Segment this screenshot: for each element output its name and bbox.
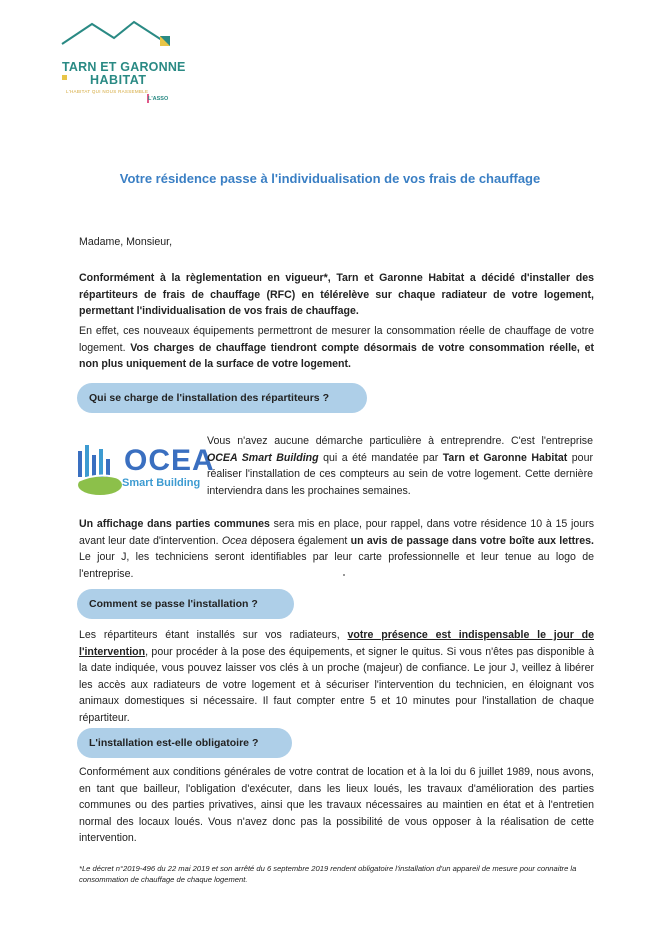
asso-label: L'ASSO — [148, 96, 169, 102]
section-heading-who: Qui se charge de l'installation des répartiteurs ? — [77, 383, 367, 413]
para4-a: Un affichage dans parties communes — [79, 518, 270, 530]
para4-c: Ocea — [221, 534, 248, 547]
logo-line1: TARN ET GARONNE — [62, 60, 186, 74]
para2-bold: Vos charges de chauffage tiendront compte désormais de votre consommation réelle, et non plus uniquement de la surface de votre logement. — [79, 341, 594, 370]
paragraph-ocea — [207, 433, 593, 499]
para3-ocea: OCEA Smart Building — [207, 451, 319, 464]
para4-e: un avis de passage dans votre boîte aux lettres. — [350, 534, 594, 547]
para5-a: Les répartiteurs étant installés sur vos radiateurs, — [79, 629, 340, 641]
logo-tagline: L'HABITAT QUI NOUS RASSEMBLE — [66, 89, 149, 94]
building-icon — [74, 441, 124, 499]
logo-line2: HABITAT — [90, 73, 147, 87]
para2-text: En effet, ces nouveaux équipements permettront de mesurer la consommation réelle de chauffage de votre logement. — [79, 325, 594, 354]
tgh-logo — [56, 14, 186, 114]
para5-c: , pour procéder à la pose des équipements, et signer le quitus. Si vous n'êtes pas disponible à la date indiquée, vous pouvez laisser vos clés à un proche (majeur) de confiance. Le jour J, veillez à libérer les accès aux radiateurs de votre logement et à sécuriser l'intervention du technicien, en éloignant vos animaux domestiques si nécessaire. Il faut compter entre 5 et 10 minutes pour l'installation de chaque répartiteur. — [79, 645, 594, 724]
salutation: Madame, Monsieur, — [79, 236, 173, 248]
para5-presence: votre présence est indispensable le jour de l'intervention — [79, 629, 594, 658]
footnote: *Le décret n°2019-496 du 22 mai 2019 et son arrêté du 6 septembre 2019 rendent obligatoire l'installation d'un appareil de mesure pour connaitre la consommation de chauffage de chaque logement. — [79, 864, 577, 884]
para4-b: sera mis en place, pour rappel, dans votre résidence 10 à 15 jours avant leur date d'intervention. — [79, 518, 594, 547]
logo-square — [62, 75, 67, 80]
house-roof-icon — [56, 14, 186, 60]
para3-e: pour réaliser l'installation de ces compteurs au sein de votre logement. Cette dernière interviendra dans les prochaines semaines. — [207, 451, 593, 497]
para4-f: Le jour J, les techniciens seront identifiables par leur carte professionnelle et leur tenue au logo de l'entreprise. — [79, 551, 594, 580]
ocea-logo — [74, 441, 215, 499]
para3-a: Vous n'avez aucune démarche particulière à entreprendre. C'est l'entreprise — [207, 435, 593, 447]
para3-c: qui a été mandatée par — [323, 451, 439, 464]
paragraph-installation — [79, 627, 594, 726]
para3-tgh: Tarn et Garonne Habitat — [442, 451, 568, 464]
page-title: Votre résidence passe à l'individualisation de vos frais de chauffage — [119, 171, 541, 186]
paragraph-notice — [79, 516, 594, 582]
stray-dot — [343, 574, 345, 576]
ocea-subtitle: Smart Building — [122, 477, 201, 489]
paragraph-obligation: Conformément aux conditions générales de votre contrat de location et à la loi du 6 juillet 1989, nous avons, en tant que bailleur, l'obligation d'exécuter, dans les lieux loués, les travaux d'amélioration des parties communes ou des parties privatives, ainsi que les travaux nécessaires au maintien en état et à l'entretien normal des locaux loués. Vous n'avez donc pas la possibilité de vous opposer à la réalisation de cette intervention. — [79, 766, 594, 844]
section-heading-mandatory: L'installation est-elle obligatoire ? — [77, 728, 292, 758]
ocea-name: OCEA — [124, 444, 215, 477]
paragraph-consumption — [79, 323, 594, 373]
section-heading-how: Comment se passe l'installation ? — [77, 589, 294, 619]
para4-d: déposera également — [250, 534, 348, 547]
intro-paragraph: Conformément à la règlementation en vigueur*, Tarn et Garonne Habitat a décidé d'installer des répartiteurs de frais de chauffage (RFC) en télérelève sur chaque radiateur de votre logement, permettant l'individualisation de vos frais de chauffage. — [79, 272, 594, 317]
